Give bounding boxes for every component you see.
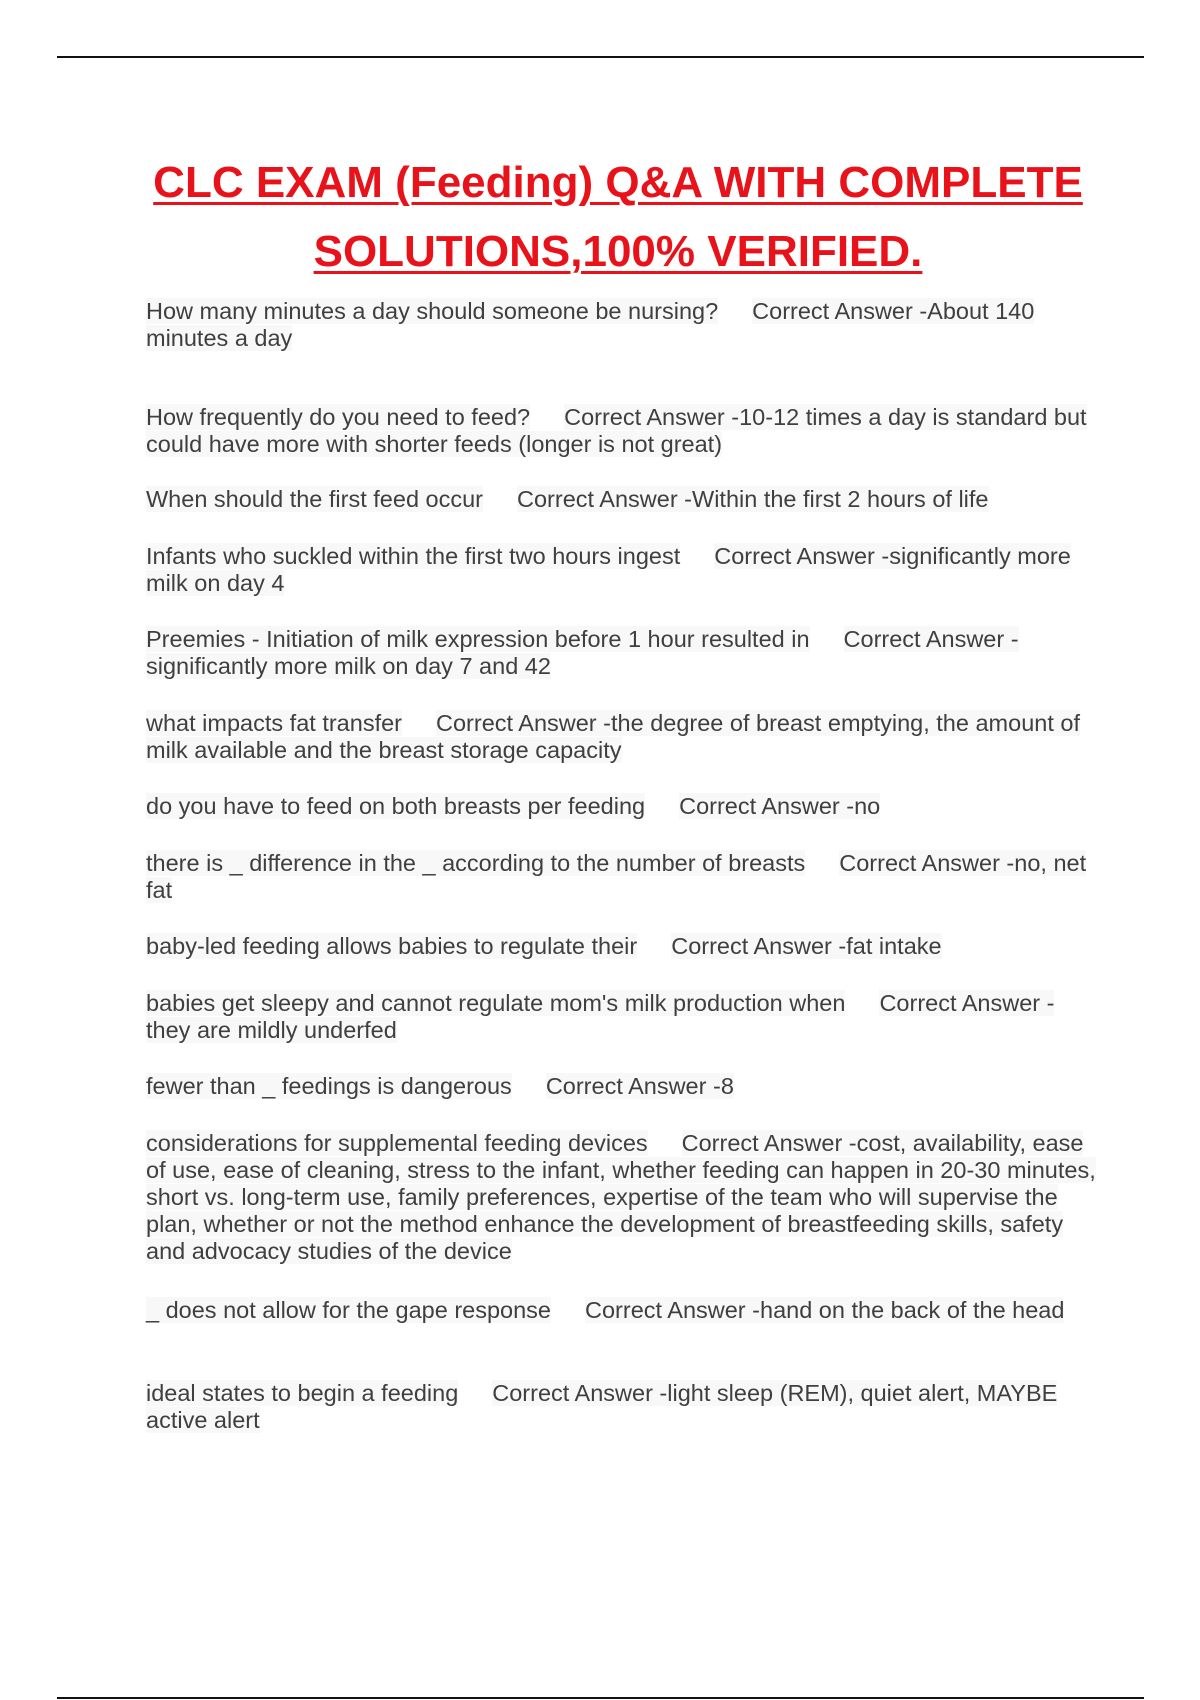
- answer-text: About 140 minutes a day: [146, 298, 1035, 351]
- qa-item-7: [146, 793, 1096, 820]
- answer-label: Correct Answer -: [752, 298, 928, 324]
- title-line-1: CLC EXAM (Feeding) Q&A WITH COMPLETE: [153, 158, 1083, 207]
- qa-item-6: [146, 710, 1096, 764]
- answer-label: Correct Answer -: [879, 990, 1055, 1016]
- question-text: Preemies - Initiation of milk expression before 1 hour resulted in: [146, 626, 810, 652]
- question-text: When should the first feed occur: [146, 486, 484, 512]
- answer-text: significantly more milk on day 7 and 42: [146, 653, 551, 679]
- question-text: considerations for supplemental feeding devices: [146, 1130, 648, 1156]
- qa-item-8: [146, 850, 1096, 904]
- answer-text: light sleep (REM), quiet alert, MAYBE active alert: [146, 1380, 1058, 1433]
- qa-item-12: [146, 1130, 1096, 1265]
- question-text: fewer than _ feedings is dangerous: [146, 1073, 512, 1099]
- qa-item-13: [146, 1297, 1096, 1324]
- answer-text: 10-12 times a day is standard but could have more with shorter feeds (longer is not great): [146, 404, 1087, 457]
- answer-label: Correct Answer -: [492, 1380, 668, 1406]
- answer-text: significantly more milk on day 4: [146, 543, 1071, 596]
- question-text: How many minutes a day should someone be nursing?: [146, 298, 719, 324]
- title-line-2: SOLUTIONS,100% VERIFIED.: [313, 227, 923, 276]
- qa-item-14: [146, 1380, 1096, 1434]
- answer-text: fat intake: [846, 933, 942, 959]
- question-text: what impacts fat transfer: [146, 710, 402, 736]
- answer-label: Correct Answer -: [681, 1130, 857, 1156]
- answer-label: Correct Answer -: [545, 1073, 721, 1099]
- qa-item-5: [146, 626, 1096, 680]
- answer-text: they are mildly underfed: [146, 1017, 397, 1043]
- answer-text: no, net fat: [146, 850, 1087, 903]
- qa-item-3: [146, 486, 1096, 513]
- answer-label: Correct Answer -: [843, 626, 1019, 652]
- answer-label: Correct Answer -: [679, 793, 855, 819]
- header-rule: [57, 56, 1144, 58]
- qa-item-1: [146, 298, 1096, 352]
- question-text: ideal states to begin a feeding: [146, 1380, 459, 1406]
- answer-label: Correct Answer -: [436, 710, 611, 736]
- answer-text: the degree of breast emptying, the amount of milk available and the breast storage capacity: [146, 710, 1080, 763]
- answer-text: 8: [720, 1073, 734, 1099]
- answer-text: cost, availability, ease of use, ease of cleaning, stress to the infant, whether feeding can happen in 20-30 minutes, short vs. long-term use, family preferences, expertise of the team who will supervise the plan, whether or not the method enhance the development of breastfeeding skills, safety and advocacy studies of the device: [146, 1130, 1096, 1264]
- question-text: babies get sleepy and cannot regulate mom's milk production when: [146, 990, 846, 1016]
- answer-text: hand on the back of the head: [760, 1297, 1065, 1323]
- answer-text: Within the first 2 hours of life: [692, 486, 989, 512]
- question-text: Infants who suckled within the first two hours ingest: [146, 543, 681, 569]
- answer-label: Correct Answer -: [564, 404, 740, 430]
- question-text: _ does not allow for the gape response: [146, 1297, 551, 1323]
- question-text: there is _ difference in the _ according to the number of breasts: [146, 850, 806, 876]
- answer-label: Correct Answer -: [714, 543, 890, 569]
- document-title: [110, 148, 1126, 286]
- question-text: baby-led feeding allows babies to regulate their: [146, 933, 638, 959]
- qa-item-9: [146, 933, 1096, 960]
- footer-rule: [57, 1697, 1144, 1699]
- answer-label: Correct Answer -: [585, 1297, 760, 1323]
- question-text: How frequently do you need to feed?: [146, 404, 531, 430]
- answer-label: Correct Answer -: [517, 486, 693, 512]
- answer-label: Correct Answer -: [671, 933, 847, 959]
- question-text: do you have to feed on both breasts per feeding: [146, 793, 646, 819]
- answer-label: Correct Answer -: [839, 850, 1015, 876]
- answer-text: no: [854, 793, 881, 819]
- qa-item-10: [146, 990, 1096, 1044]
- qa-item-11: [146, 1073, 1096, 1100]
- qa-item-2: [146, 404, 1096, 458]
- qa-item-4: [146, 543, 1096, 597]
